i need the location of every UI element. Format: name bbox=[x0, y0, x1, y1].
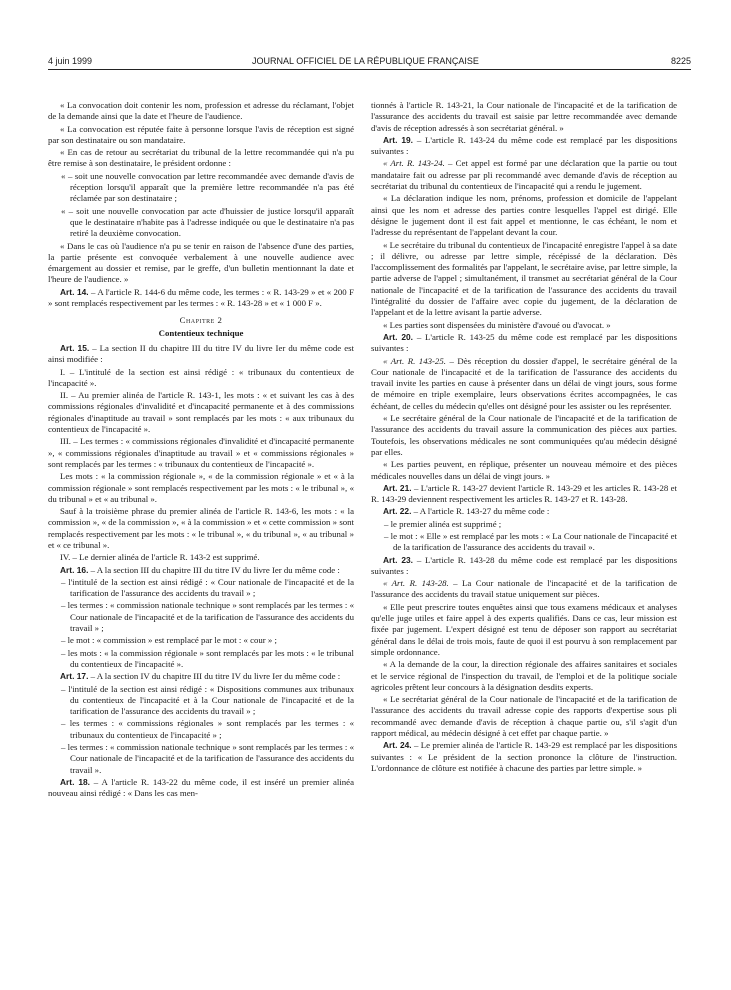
paragraph-text: tionnés à l'article R. 143-21, la Cour nationale de l'incapacité et de la tarification de l'assurance des accidents du travail est saisie par lettre recommandée avec demande d'avis de réception adressés à son secrétariat général. » bbox=[371, 100, 677, 133]
left-paragraph bbox=[48, 390, 354, 435]
paragraph-text: – A l'article R. 144-6 du même code, les termes : « R. 143-29 » et « 200 F » sont remplacés respectivement par les termes : « R. 143-28 » et « 1 000 F ». bbox=[48, 286, 354, 309]
right-paragraph bbox=[371, 694, 677, 739]
paragraph-text: – Le premier alinéa de l'article R. 143-29 est remplacé par les dispositions suivantes : « Le président de la section prononce la clôture de l'instruction. L'ordonnance de clôture est notifiée à chacune des parties par lettre simple. » bbox=[371, 740, 677, 773]
paragraph-text: – le mot : « Elle » est remplacé par les mots : « La Cour nationale de l'incapacité et de la tarification de l'assurance des accidents du travail ». bbox=[384, 530, 677, 553]
paragraph-text: – L'article R. 143-24 du même code est remplacé par les dispositions suivantes : bbox=[371, 134, 677, 157]
right-paragraph bbox=[371, 459, 677, 482]
left-paragraph bbox=[48, 206, 354, 240]
article-number: Art. 22. bbox=[383, 506, 412, 517]
left-paragraph bbox=[48, 777, 354, 800]
right-paragraph bbox=[371, 578, 677, 601]
left-paragraph bbox=[48, 315, 354, 326]
paragraph-text: – les termes : « commission nationale technique » sont remplacés par les termes : « Cour nationale de l'incapacité et de la tarification de l'assurance des accidents du travail ». bbox=[61, 742, 354, 775]
paragraph-text: – l'intitulé de la section est ainsi rédigé : « Cour nationale de l'incapacité et de la tarification de l'assurance des accidents du travail » ; bbox=[61, 576, 354, 599]
article-number: Art. 16. bbox=[60, 564, 89, 575]
article-number: Art. 17. bbox=[60, 671, 89, 682]
left-paragraph bbox=[48, 100, 354, 123]
left-paragraph bbox=[48, 171, 354, 205]
right-paragraph bbox=[371, 240, 677, 319]
paragraph-text: – l'intitulé de la section est ainsi rédigé : « Dispositions communes aux tribunaux du contentieux de l'incapacité et à la Cour nationale de l'incapacité et de la tarification de l'assurance des accidents du travail » ; bbox=[61, 683, 354, 717]
article-number: Art. 21. bbox=[383, 482, 412, 493]
right-paragraph bbox=[371, 332, 677, 355]
article-reference: « Art. R. 143-25. bbox=[383, 355, 446, 366]
left-paragraph bbox=[48, 671, 354, 682]
right-paragraph bbox=[371, 602, 677, 658]
right-paragraph bbox=[371, 506, 677, 517]
article-number: Art. 14. bbox=[60, 286, 89, 297]
paragraph-text: « La convocation est réputée faite à personne lorsque l'avis de réception est signé par son destinataire ou son mandataire. bbox=[48, 123, 354, 145]
article-reference: « Art. R. 143-24. bbox=[383, 158, 445, 169]
paragraph-text: « Les parties peuvent, en réplique, présenter un nouveau mémoire et des pièces médicales nouvelles dans un délai de vingt jours. » bbox=[371, 459, 677, 481]
paragraph-text: II. – Au premier alinéa de l'article R. 143-1, les mots : « et suivant les cas à des commissions régionales d'invalidité et d'incapacité permanente et à des commissions régionales d'inaptitude au travail » sont remplacés par les mots : « aux tribunaux du contentieux de l'incapacité ». bbox=[48, 390, 354, 435]
left-paragraph bbox=[48, 635, 354, 646]
left-paragraph bbox=[48, 718, 354, 741]
paragraph-text: – L'article R. 143-28 du même code est remplacé par les dispositions suivantes : bbox=[371, 554, 677, 576]
article-number: Art. 19. bbox=[383, 134, 414, 145]
header-title: JOURNAL OFFICIEL DE LA RÉPUBLIQUE FRANÇAISE bbox=[252, 56, 479, 66]
article-reference: « Art. R. 143-28. bbox=[383, 578, 449, 589]
paragraph-text: – La section II du chapitre III du titre IV du livre Ier du même code est ainsi modifiée : bbox=[48, 342, 354, 365]
article-number: Art. 24. bbox=[383, 740, 412, 751]
paragraph-text: Chapitre 2 bbox=[179, 315, 223, 326]
paragraph-text: – La Cour nationale de l'incapacité et de la tarification de l'assurance des accidents du travail statue uniquement sur pièces. bbox=[371, 578, 677, 600]
left-paragraph bbox=[48, 328, 354, 339]
right-paragraph bbox=[371, 135, 677, 158]
right-paragraph bbox=[371, 158, 677, 192]
paragraph-text: – le mot : « commission » est remplacé par le mot : « cour » ; bbox=[61, 635, 277, 646]
left-paragraph bbox=[48, 343, 354, 366]
right-paragraph bbox=[371, 413, 677, 458]
paragraph-text: IV. – Le dernier alinéa de l'article R. 143-2 est supprimé. bbox=[60, 552, 260, 563]
left-paragraph bbox=[48, 287, 354, 310]
right-paragraph bbox=[371, 356, 677, 412]
left-paragraph bbox=[48, 577, 354, 600]
right-paragraph bbox=[371, 100, 677, 134]
left-paragraph bbox=[48, 565, 354, 576]
paragraph-text: – A la section IV du chapitre III du titre IV du livre Ier du même code : bbox=[88, 671, 341, 682]
left-paragraph bbox=[48, 124, 354, 147]
paragraph-text: « En cas de retour au secrétariat du tribunal de la lettre recommandée qui n'a pu être remise à son destinataire, le président ordonne : bbox=[48, 147, 354, 169]
right-column bbox=[371, 100, 677, 775]
left-paragraph bbox=[48, 600, 354, 634]
page-header bbox=[0, 0, 731, 64]
paragraph-text: III. – Les termes : « commissions régionales d'invalidité et d'incapacité permanente », « commissions régionales d'inaptitude au travail » et « commissions régionales » sont remplacés par les termes : « tribunaux du contentieux de l'incapacité ». bbox=[48, 436, 354, 469]
paragraph-text: « La déclaration indique les nom, prénoms, profession et domicile de l'appelant ainsi que les nom et adresse des parties contre lesquelles l'appel est dirigé. Elle désigne le jugement dont il est fait appel et mentionne, le cas échéant, le nom et l'adresse du représentant de l'appelant devant la cour. bbox=[371, 193, 677, 238]
right-paragraph bbox=[371, 320, 677, 331]
paragraph-text: – A la section III du chapitre III du titre IV du livre Ier du même code : bbox=[88, 564, 340, 575]
paragraph-text: « Les parties sont dispensées du ministère d'avoué ou d'avocat. » bbox=[383, 319, 611, 330]
header-rule bbox=[48, 69, 691, 70]
paragraph-text: « Le secrétaire général de la Cour nationale de l'incapacité et de la tarification de l'assurance des accidents du travail assure la communication des pièces aux parties. Toutefois, les observations médicales ne sont communiquées qu'au médecin désigné par elles. bbox=[371, 413, 677, 457]
paragraph-text: – le premier alinéa est supprimé ; bbox=[384, 518, 502, 529]
paragraph-text: « Dans le cas où l'audience n'a pu se tenir en raison de l'absence d'une des parties, la partie présente est convoquée verbalement à une nouvelle audience avec émargement au dossier et remise, par le greffe, d'un bulletin mentionnant la date et l'heure de l'audience. » bbox=[48, 240, 354, 285]
header-page-number: 8225 bbox=[670, 56, 691, 66]
article-number: Art. 15. bbox=[60, 342, 90, 353]
article-number: Art. 23. bbox=[383, 554, 414, 565]
paragraph-text: – Cet appel est formé par une déclaration que la partie ou tout mandataire fait ou adresse par pli recommandé avec demande d'avis de réception au secrétariat du tribunal du contentieux de l'incapacité qui a rendu le jugement. bbox=[371, 158, 677, 192]
left-paragraph bbox=[48, 506, 354, 551]
paragraph-text: – les mots : « la commission régionale » sont remplacés par les mots : « le tribunal du contentieux de l'incapacité ». bbox=[61, 647, 354, 669]
left-column bbox=[48, 100, 354, 801]
right-paragraph bbox=[371, 519, 677, 530]
right-paragraph bbox=[371, 531, 677, 554]
paragraph-text: « Le secrétariat général de la Cour nationale de l'incapacité et de la tarification de l'assurance des accidents du travail adresse copie des rapports d'expertise sous pli recommandé avec demande d'avis de réception à chaque partie ou, s'il s'agit d'un rapport médical, au médecin désigné à cet effet par chaque partie. » bbox=[371, 694, 677, 739]
header-date: 4 juin 1999 bbox=[48, 56, 93, 66]
paragraph-text: Contentieux technique bbox=[158, 327, 244, 338]
left-paragraph bbox=[48, 147, 354, 170]
paragraph-text: « – soit une nouvelle convocation par lettre recommandée avec demande d'avis de réception lorsqu'il apparaît que la première lettre recommandée n'a pas été réclamée par son destinataire ; bbox=[61, 170, 354, 204]
right-paragraph bbox=[371, 659, 677, 693]
paragraph-text: – Dès réception du dossier d'appel, le secrétaire général de la Cour nationale de l'incapacité et de la tarification de l'assurance des accidents du travail invite les parties en cause à présenter dans un délai de vingt jours, sous forme de mémoire en triple exemplaire, leurs observations écrites accompagnées, le cas échéant, de celles du médecin qu'elles ont désigné pour les assister ou les représenter. bbox=[371, 355, 677, 411]
right-paragraph bbox=[371, 555, 677, 578]
paragraph-text: – A l'article R. 143-22 du même code, il est inséré un premier alinéa nouveau ainsi rédigé : « Dans les cas men- bbox=[48, 776, 354, 799]
article-number: Art. 18. bbox=[60, 776, 90, 787]
paragraph-text: – les termes : « commission nationale technique » sont remplacés par les termes : « Cour nationale de l'incapacité et de la tarification de l'assurance des accidents du travail » ; bbox=[61, 600, 354, 634]
paragraph-text: Sauf à la troisième phrase du premier alinéa de l'article R. 143-6, les mots : « la commission », « de la commission », « à la commission » et « cette commission » sont remplacés respectivement par les mots : « le tribunal », « du tribunal », « au tribunal » et « ce tribunal ». bbox=[48, 506, 354, 550]
left-paragraph bbox=[48, 367, 354, 390]
left-paragraph bbox=[48, 241, 354, 286]
right-paragraph bbox=[371, 193, 677, 238]
right-paragraph bbox=[371, 483, 677, 506]
left-paragraph bbox=[48, 436, 354, 470]
left-paragraph bbox=[48, 742, 354, 776]
paragraph-text: « A la demande de la cour, la direction régionale des affaires sanitaires et sociales et le service régional de l'inspection du travail, de l'emploi et de la politique sociale agricoles prêtent leur concours à la désignation desdits experts. bbox=[371, 659, 677, 692]
left-paragraph bbox=[48, 684, 354, 718]
paragraph-text: Les mots : « la commission régionale », « de la commission régionale » et « à la commission régionale » sont remplacés respectivement par les mots : « le tribunal », « du tribunal » et « au tribunal ». bbox=[48, 471, 354, 504]
article-number: Art. 20. bbox=[383, 331, 414, 342]
paragraph-text: – les termes : « commissions régionales » sont remplacés par les termes : « tribunaux du contentieux de l'incapacité » ; bbox=[61, 718, 354, 740]
left-paragraph bbox=[48, 471, 354, 505]
paragraph-text: – A l'article R. 143-27 du même code : bbox=[411, 506, 550, 517]
paragraph-text: « Elle peut prescrire toutes enquêtes ainsi que tous examens médicaux et analyses qu'elle juge utiles et faire appel à des experts qualifiés. Dans ce cas, leur mission est fixée par jugement. L'expert désigné est tenu de déposer son rapport au secrétariat général dans le délai de trois mois, faute de quoi il est pourvu à son remplacement par simple ordonnance. bbox=[371, 601, 677, 657]
paragraph-text: « Le secrétaire du tribunal du contentieux de l'incapacité enregistre l'appel à sa date ; il délivre, ou adresse par lettre simple, récépissé de la déclaration. Dès l'accomplissement des formalités par l'appelant, le secrétaire avise, par lettre simple, la partie adverse de l'appel ; simultanément, il transmet au secrétariat général de la Cour nationale de l'incapacité et de la tarification de l'assurance des accidents du travail l'intégralité du dossier de l'affaire avec copie du jugement, de la déclaration de l'appelant et de la lettre avisant la partie adverse. bbox=[371, 239, 677, 318]
left-paragraph bbox=[48, 552, 354, 563]
paragraph-text: I. – L'intitulé de la section est ainsi rédigé : « tribunaux du contentieux de l'incapacité ». bbox=[48, 366, 354, 388]
paragraph-text: « – soit une nouvelle convocation par acte d'huissier de justice lorsqu'il apparaît que le destinataire n'habite pas à l'adresse indiquée ou que le destinataire n'a pas retiré la deuxième convocation. bbox=[61, 205, 354, 239]
paragraph-text: « La convocation doit contenir les nom, profession et adresse du réclamant, l'objet de la demande ainsi que la date et l'heure de l'audience. bbox=[48, 100, 354, 122]
paragraph-text: – L'article R. 143-25 du même code est remplacé par les dispositions suivantes : bbox=[371, 331, 677, 354]
left-paragraph bbox=[48, 648, 354, 671]
right-paragraph bbox=[371, 740, 677, 774]
paragraph-text: – L'article R. 143-27 devient l'article R. 143-29 et les articles R. 143-28 et R. 143-29 deviennent respectivement les articles R. 143-27 et R. 143-28. bbox=[371, 482, 677, 505]
